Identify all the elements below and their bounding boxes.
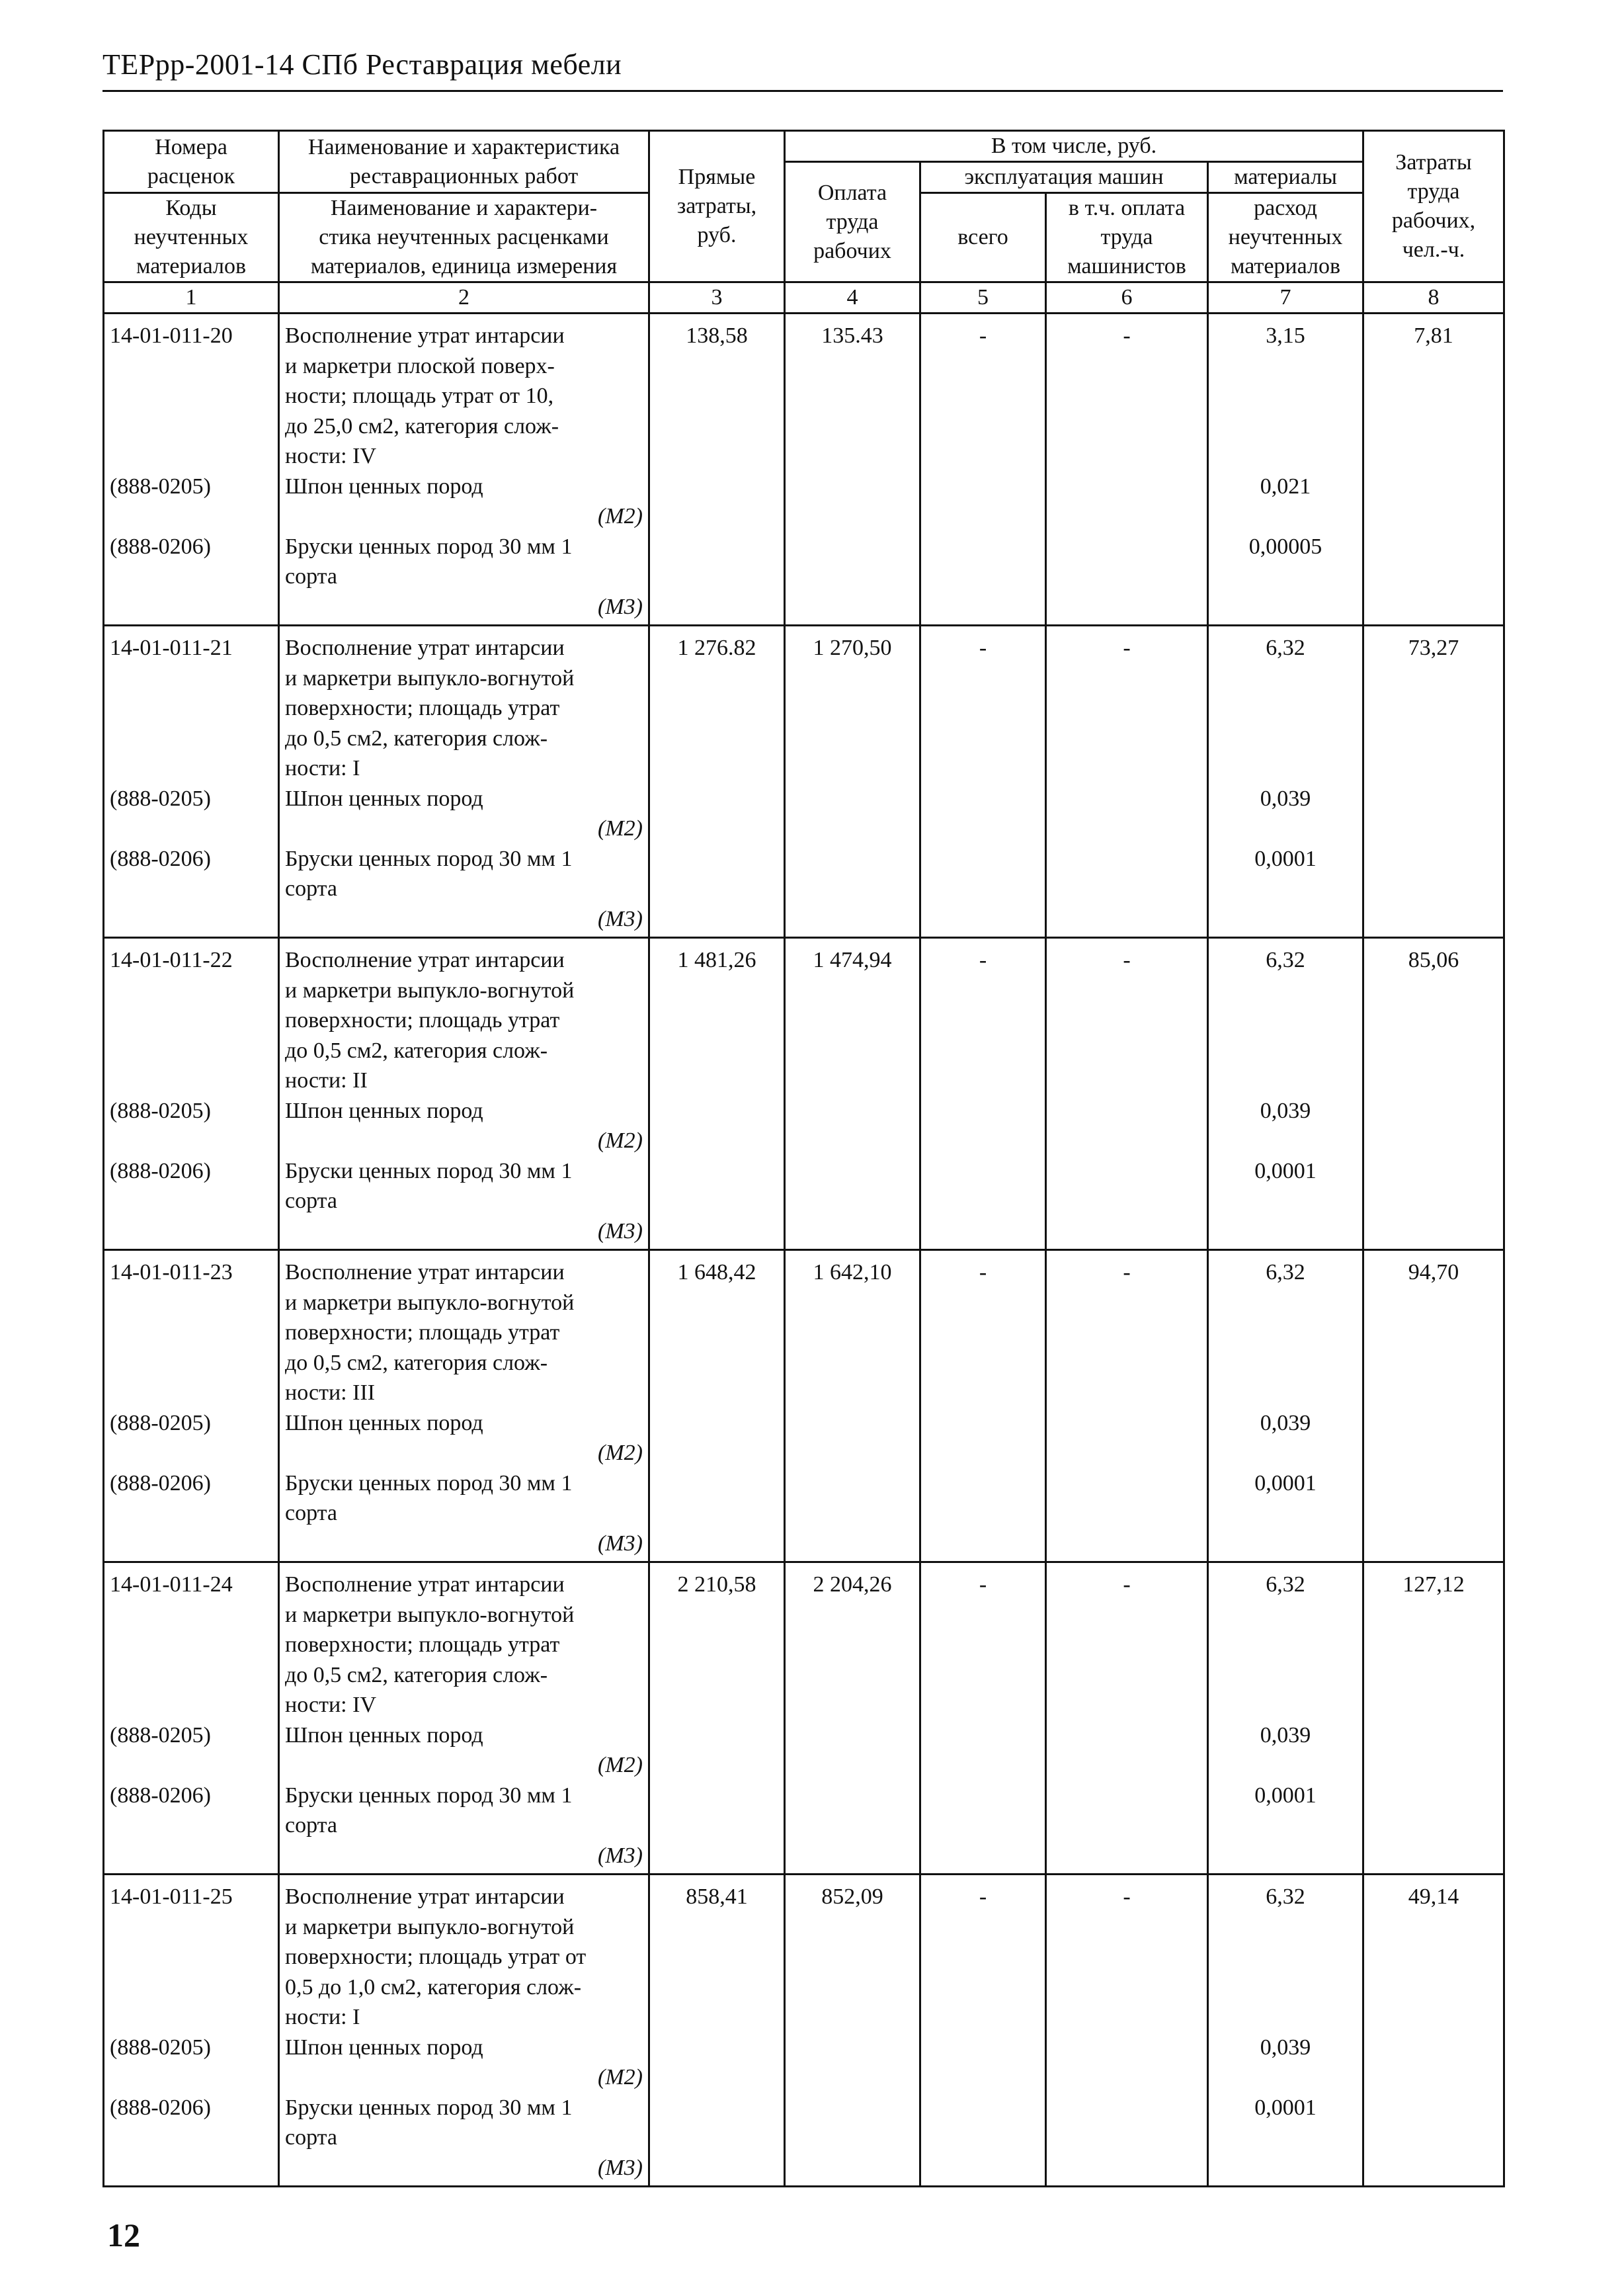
material-qty: 0,0001 bbox=[1254, 1158, 1317, 1183]
machinists-pay-value: - bbox=[1123, 1884, 1131, 1909]
machines-total-value: - bbox=[979, 323, 987, 348]
direct-costs bbox=[649, 1250, 785, 1562]
table-row bbox=[104, 1250, 1504, 1562]
work-description-line: ности: I bbox=[285, 2005, 360, 2029]
material-name: Бруски ценных пород 30 мм 1 bbox=[285, 2095, 573, 2120]
column-number: 4 bbox=[785, 282, 920, 314]
table-row bbox=[104, 626, 1504, 938]
worker-pay bbox=[785, 626, 920, 938]
work-description-line: Восполнение утрат интарсии bbox=[285, 948, 565, 972]
work-description-line: ности: IV bbox=[285, 444, 377, 468]
column-number: 8 bbox=[1363, 282, 1504, 314]
labor-hours-value: 49,14 bbox=[1408, 1884, 1459, 1909]
work-description-line: до 0,5 см2, категория слож- bbox=[285, 1662, 548, 1687]
header-machines-group: эксплуатация машин bbox=[920, 162, 1208, 193]
worker-pay bbox=[785, 1250, 920, 1562]
work-description-line: поверхности; площадь утрат bbox=[285, 1008, 560, 1033]
worker-pay bbox=[785, 1875, 920, 2187]
materials-cell bbox=[1208, 1562, 1363, 1875]
header-material-codes: Коды неучтенных материалов bbox=[104, 193, 279, 282]
material-code: (888-0206) bbox=[110, 534, 211, 559]
work-description-line: 0,5 до 1,0 см2, категория слож- bbox=[285, 1974, 582, 2000]
machinists-pay-value: - bbox=[1123, 323, 1131, 348]
rates-table bbox=[102, 130, 1505, 2187]
labor-hours-value: 127,12 bbox=[1402, 1572, 1465, 1597]
work-description-line: ности: III bbox=[285, 1380, 376, 1405]
material-qty: 0,0001 bbox=[1254, 2095, 1317, 2120]
rate-code: 14-01-011-22 bbox=[110, 948, 233, 972]
work-description-line: поверхности; площадь утрат bbox=[285, 1632, 560, 1657]
material-name: Бруски ценных пород 30 мм 1 bbox=[285, 1158, 573, 1183]
work-description-line: Восполнение утрат интарсии bbox=[285, 636, 565, 660]
description-cell bbox=[279, 626, 649, 938]
material-unit: (М2) bbox=[598, 1753, 643, 1777]
table-row bbox=[104, 314, 1504, 626]
material-unit: (М2) bbox=[598, 2065, 643, 2089]
worker-pay-value: 1 270,50 bbox=[813, 636, 892, 660]
machinists-pay bbox=[1046, 1875, 1208, 2187]
machines-total bbox=[920, 1250, 1046, 1562]
worker-pay-value: 1 642,10 bbox=[813, 1260, 892, 1285]
work-description-line: ности: II bbox=[285, 1068, 368, 1093]
column-number: 3 bbox=[649, 282, 785, 314]
material-qty: 0,039 bbox=[1260, 2035, 1311, 2060]
material-name: Шпон ценных пород bbox=[285, 2035, 483, 2060]
machinists-pay-value: - bbox=[1123, 1260, 1131, 1285]
material-name: Бруски ценных пород 30 мм 1 bbox=[285, 1470, 573, 1496]
worker-pay-value: 852,09 bbox=[821, 1884, 883, 1909]
material-name: Бруски ценных пород 30 мм 1 bbox=[285, 534, 573, 559]
direct-costs-value: 858,41 bbox=[686, 1884, 748, 1909]
work-description-line: до 0,5 см2, категория слож- bbox=[285, 1038, 548, 1063]
header-materials-group: материалы bbox=[1208, 162, 1363, 193]
material-name: Шпон ценных пород bbox=[285, 1722, 483, 1748]
direct-costs-value: 2 210,58 bbox=[677, 1572, 756, 1597]
material-code: (888-0206) bbox=[110, 2095, 211, 2120]
header-material-names: Наименование и характери- стика неучтенных расценками материалов, единица измерения bbox=[279, 193, 649, 282]
materials-cell bbox=[1208, 626, 1363, 938]
material-code: (888-0205) bbox=[110, 1098, 211, 1123]
work-description-line: Восполнение утрат интарсии bbox=[285, 323, 565, 348]
page-number: 12 bbox=[107, 2216, 140, 2254]
description-cell bbox=[279, 1250, 649, 1562]
material-name: Бруски ценных пород 30 мм 1 bbox=[285, 846, 573, 871]
material-unit: (М2) bbox=[598, 816, 643, 841]
materials-cost: 6,32 bbox=[1266, 1572, 1305, 1597]
materials-cost: 3,15 bbox=[1266, 323, 1305, 348]
labor-hours bbox=[1363, 1250, 1504, 1562]
work-description-line: и маркетри выпукло-вогнутой bbox=[285, 978, 575, 1003]
work-description-line: и маркетри выпукло-вогнутой bbox=[285, 1914, 575, 1939]
header-including-group: В том числе, руб. bbox=[785, 131, 1363, 162]
work-description-line: поверхности; площадь утрат bbox=[285, 696, 560, 720]
work-description-line: и маркетри выпукло-вогнутой bbox=[285, 665, 575, 691]
code-cell bbox=[104, 1250, 279, 1562]
work-description-line: ности: IV bbox=[285, 1693, 377, 1717]
labor-hours-value: 85,06 bbox=[1408, 948, 1459, 972]
material-unit: (М2) bbox=[598, 1441, 643, 1465]
material-qty: 0,0001 bbox=[1254, 1470, 1317, 1496]
machinists-pay-value: - bbox=[1123, 636, 1131, 660]
direct-costs-value: 1 481,26 bbox=[677, 948, 756, 972]
work-description-line: до 0,5 см2, категория слож- bbox=[285, 1350, 548, 1375]
rate-code: 14-01-011-20 bbox=[110, 323, 233, 348]
labor-hours bbox=[1363, 626, 1504, 938]
material-name: сорта bbox=[285, 1189, 338, 1213]
machinists-pay bbox=[1046, 1250, 1208, 1562]
labor-hours-value: 7,81 bbox=[1414, 323, 1453, 348]
machines-total-value: - bbox=[979, 636, 987, 660]
header-rate-numbers: Номера расценок bbox=[104, 131, 279, 193]
column-number: 6 bbox=[1046, 282, 1208, 314]
header-divider bbox=[102, 90, 1503, 92]
work-description-line: ности; площадь утрат от 10, bbox=[285, 384, 554, 408]
material-code: (888-0206) bbox=[110, 1783, 211, 1808]
rate-code: 14-01-011-24 bbox=[110, 1572, 233, 1597]
direct-costs bbox=[649, 314, 785, 626]
material-code: (888-0206) bbox=[110, 1470, 211, 1496]
materials-cost: 6,32 bbox=[1266, 636, 1305, 660]
code-cell bbox=[104, 1562, 279, 1875]
work-description-line: Восполнение утрат интарсии bbox=[285, 1884, 565, 1909]
direct-costs bbox=[649, 1562, 785, 1875]
material-unit: (М3) bbox=[598, 1843, 643, 1868]
header-machines-total: всего bbox=[920, 193, 1046, 282]
material-qty: 0,039 bbox=[1260, 1410, 1311, 1435]
material-name: Шпон ценных пород bbox=[285, 474, 483, 499]
material-name: Шпон ценных пород bbox=[285, 1098, 483, 1123]
material-name: сорта bbox=[285, 564, 338, 589]
material-qty: 0,039 bbox=[1260, 786, 1311, 811]
code-cell bbox=[104, 626, 279, 938]
header-labor-hours: Затраты труда рабочих, чел.-ч. bbox=[1363, 131, 1504, 282]
labor-hours-value: 73,27 bbox=[1408, 636, 1459, 660]
material-name: Шпон ценных пород bbox=[285, 1410, 483, 1435]
direct-costs bbox=[649, 1875, 785, 2187]
table-header bbox=[104, 131, 1504, 314]
header-direct-costs: Прямые затраты, руб. bbox=[649, 131, 785, 282]
material-qty: 0,039 bbox=[1260, 1098, 1311, 1123]
header-material-usage: расход неучтенных материалов bbox=[1208, 193, 1363, 282]
header-worker-pay: Оплата труда рабочих bbox=[785, 162, 920, 282]
materials-cost: 6,32 bbox=[1266, 1260, 1305, 1285]
material-qty: 0,039 bbox=[1260, 1722, 1311, 1748]
work-description-line: до 25,0 см2, категория слож- bbox=[285, 413, 559, 439]
machinists-pay-value: - bbox=[1123, 948, 1131, 972]
material-code: (888-0205) bbox=[110, 2035, 211, 2060]
direct-costs bbox=[649, 626, 785, 938]
code-cell bbox=[104, 1875, 279, 2187]
material-code: (888-0206) bbox=[110, 1158, 211, 1183]
description-cell bbox=[279, 938, 649, 1250]
work-description-line: Восполнение утрат интарсии bbox=[285, 1572, 565, 1597]
work-description-line: поверхности; площадь утрат bbox=[285, 1320, 560, 1345]
material-code: (888-0205) bbox=[110, 474, 211, 499]
material-name: сорта bbox=[285, 1813, 338, 1837]
work-description-line: и маркетри плоской поверх- bbox=[285, 353, 555, 378]
materials-cell bbox=[1208, 1875, 1363, 2187]
machinists-pay bbox=[1046, 626, 1208, 938]
rate-code: 14-01-011-23 bbox=[110, 1260, 233, 1285]
machines-total-value: - bbox=[979, 1884, 987, 1909]
material-name: сорта bbox=[285, 876, 338, 901]
labor-hours bbox=[1363, 938, 1504, 1250]
machines-total-value: - bbox=[979, 1260, 987, 1285]
header-work-name: Наименование и характеристика реставрационных работ bbox=[279, 131, 649, 193]
worker-pay bbox=[785, 314, 920, 626]
material-unit: (М2) bbox=[598, 1128, 643, 1153]
work-description-line: Восполнение утрат интарсии bbox=[285, 1260, 565, 1285]
material-code: (888-0206) bbox=[110, 846, 211, 871]
direct-costs-value: 1 276.82 bbox=[677, 636, 756, 660]
table-body bbox=[104, 314, 1504, 2187]
material-unit: (М2) bbox=[598, 504, 643, 528]
materials-cell bbox=[1208, 938, 1363, 1250]
worker-pay-value: 135.43 bbox=[821, 323, 883, 348]
machines-total-value: - bbox=[979, 1572, 987, 1597]
material-code: (888-0205) bbox=[110, 786, 211, 811]
description-cell bbox=[279, 314, 649, 626]
table-row bbox=[104, 938, 1504, 1250]
worker-pay bbox=[785, 938, 920, 1250]
materials-cost: 6,32 bbox=[1266, 1884, 1305, 1909]
labor-hours-value: 94,70 bbox=[1408, 1260, 1459, 1285]
material-qty: 0,0001 bbox=[1254, 846, 1317, 871]
material-unit: (М3) bbox=[598, 906, 643, 931]
worker-pay-value: 2 204,26 bbox=[813, 1572, 892, 1597]
material-qty: 0,00005 bbox=[1248, 534, 1322, 559]
work-description-line: ности: I bbox=[285, 756, 360, 780]
machines-total bbox=[920, 938, 1046, 1250]
description-cell bbox=[279, 1875, 649, 2187]
material-name: Шпон ценных пород bbox=[285, 786, 483, 811]
rate-code: 14-01-011-21 bbox=[110, 636, 233, 660]
materials-cell bbox=[1208, 314, 1363, 626]
column-number: 5 bbox=[920, 282, 1046, 314]
table-row bbox=[104, 1875, 1504, 2187]
rate-code: 14-01-011-25 bbox=[110, 1884, 233, 1909]
machinists-pay bbox=[1046, 938, 1208, 1250]
material-unit: (М3) bbox=[598, 2155, 643, 2180]
material-qty: 0,021 bbox=[1260, 474, 1311, 499]
materials-cell bbox=[1208, 1250, 1363, 1562]
machines-total bbox=[920, 1562, 1046, 1875]
material-unit: (М3) bbox=[598, 1531, 643, 1556]
code-cell bbox=[104, 938, 279, 1250]
material-unit: (М3) bbox=[598, 594, 643, 619]
worker-pay-value: 1 474,94 bbox=[813, 948, 892, 972]
column-number: 7 bbox=[1208, 282, 1363, 314]
direct-costs-value: 138,58 bbox=[686, 323, 748, 348]
labor-hours bbox=[1363, 314, 1504, 626]
work-description-line: поверхности; площадь утрат от bbox=[285, 1945, 587, 1969]
work-description-line: и маркетри выпукло-вогнутой bbox=[285, 1602, 575, 1627]
machines-total bbox=[920, 314, 1046, 626]
machinists-pay bbox=[1046, 1562, 1208, 1875]
material-name: Бруски ценных пород 30 мм 1 bbox=[285, 1783, 573, 1808]
column-number: 1 bbox=[104, 282, 279, 314]
description-cell bbox=[279, 1562, 649, 1875]
page-title: ТЕРрр-2001-14 СПб Реставрация мебели bbox=[102, 48, 622, 81]
material-unit: (М3) bbox=[598, 1218, 643, 1244]
column-numbers-row bbox=[104, 282, 1504, 314]
work-description-line: до 0,5 см2, категория слож- bbox=[285, 726, 548, 751]
labor-hours bbox=[1363, 1562, 1504, 1875]
direct-costs-value: 1 648,42 bbox=[677, 1260, 756, 1285]
machines-total-value: - bbox=[979, 948, 987, 972]
material-name: сорта bbox=[285, 1501, 338, 1525]
direct-costs bbox=[649, 938, 785, 1250]
header-machinists-pay: в т.ч. оплата труда машинистов bbox=[1046, 193, 1208, 282]
table-row bbox=[104, 1562, 1504, 1875]
machinists-pay bbox=[1046, 314, 1208, 626]
material-code: (888-0205) bbox=[110, 1410, 211, 1435]
code-cell bbox=[104, 314, 279, 626]
material-qty: 0,0001 bbox=[1254, 1783, 1317, 1808]
column-number: 2 bbox=[279, 282, 649, 314]
worker-pay bbox=[785, 1562, 920, 1875]
materials-cost: 6,32 bbox=[1266, 948, 1305, 972]
work-description-line: и маркетри выпукло-вогнутой bbox=[285, 1290, 575, 1315]
labor-hours bbox=[1363, 1875, 1504, 2187]
material-code: (888-0205) bbox=[110, 1722, 211, 1748]
material-name: сорта bbox=[285, 2125, 338, 2150]
machinists-pay-value: - bbox=[1123, 1572, 1131, 1597]
machines-total bbox=[920, 626, 1046, 938]
machines-total bbox=[920, 1875, 1046, 2187]
